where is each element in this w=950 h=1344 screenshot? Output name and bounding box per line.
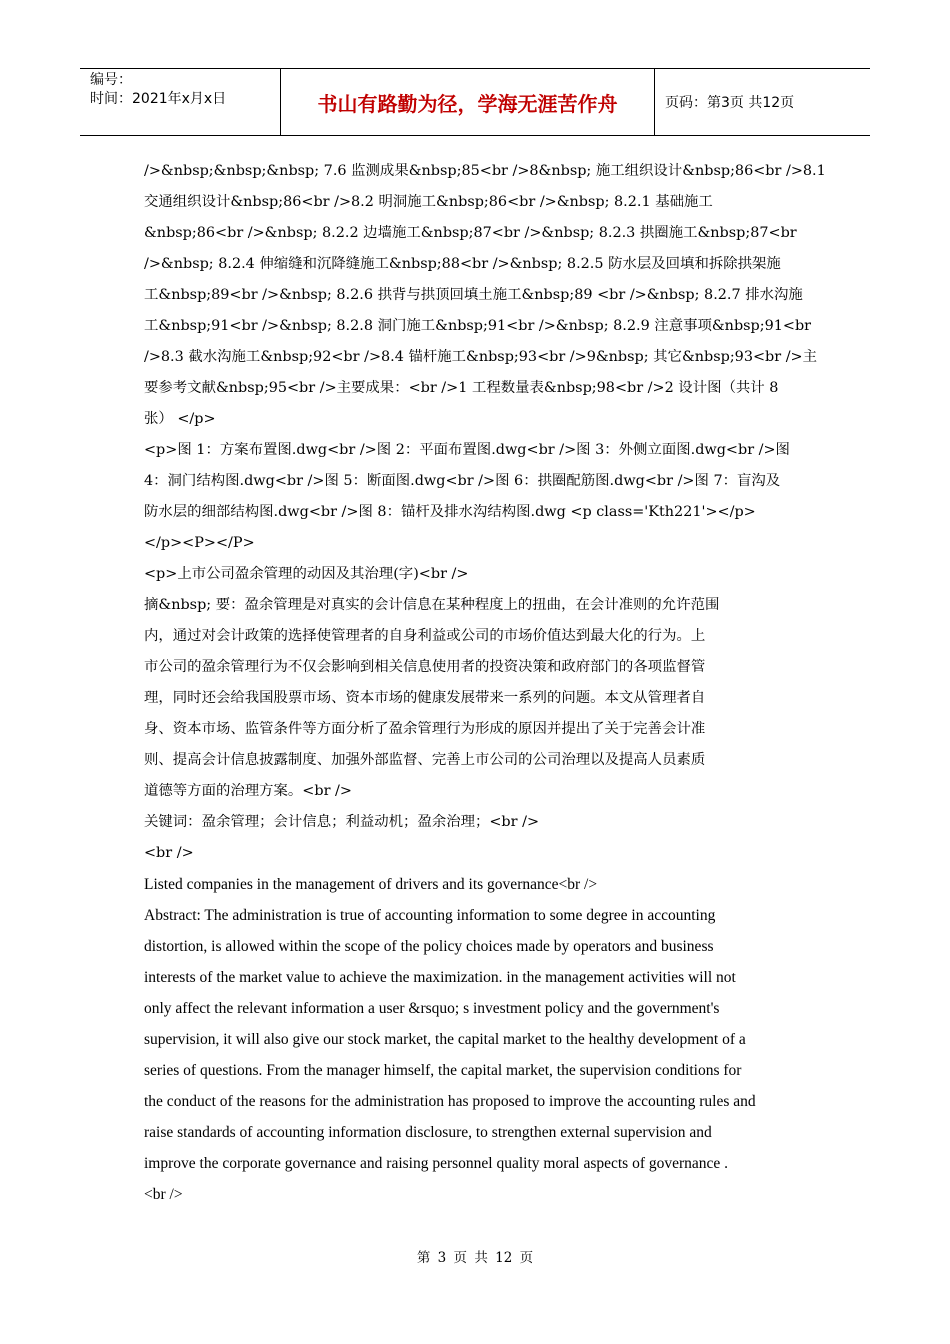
body-line: 道德等方面的治理方案。<br /> [144, 783, 352, 799]
english-line: interests of the market value to achieve the maximization. in the management activities will not [144, 969, 736, 986]
body-line: 要参考文献&nbsp;95<br />主要成果：<br />1 工程数量表&nbsp;98<br />2 设计图（共计 8 [144, 380, 779, 396]
body-line: 身、资本市场、监管条件等方面分析了盈余管理行为形成的原因并提出了关于完善会计准 [144, 721, 706, 737]
english-line: only affect the relevant information a user &rsquo; s investment policy and the government's [144, 1000, 720, 1017]
english-line: improve the corporate governance and raising personnel quality moral aspects of governance . [144, 1155, 729, 1172]
body-line: <br /> [144, 845, 194, 861]
body-line: 工&nbsp;91<br />&nbsp; 8.2.8 洞门施工&nbsp;91<br />&nbsp; 8.2.9 注意事项&nbsp;91<br [144, 318, 812, 334]
body-line: 则、提高会计信息披露制度、加强外部监督、完善上市公司的公司治理以及提高人员素质 [144, 752, 706, 768]
page-footer: 第 3 页 共 12 页 [416, 1250, 534, 1266]
body-line: 市公司的盈余管理行为不仅会影响到相关信息使用者的投资决策和政府部门的各项监督管 [144, 659, 706, 675]
body-line: <p>上市公司盈余管理的动因及其治理(字)<br /> [144, 566, 469, 582]
english-line: raise standards of accounting information disclosure, to strengthen external supervision and [144, 1124, 712, 1141]
body-line: <p>图 1：方案布置图.dwg<br />图 2：平面布置图.dwg<br />图 3：外侧立面图.dwg<br />图 [144, 442, 790, 458]
body-line: 摘&nbsp; 要：盈余管理是对真实的会计信息在某种程度上的扭曲，在会计准则的允许范围 [144, 597, 720, 613]
body-line: />&nbsp; 8.2.4 伸缩缝和沉降缝施工&nbsp;88<br />&nbsp; 8.2.5 防水层及回填和拆除拱架施 [144, 256, 781, 272]
body-line: 工&nbsp;89<br />&nbsp; 8.2.6 拱背与拱顶回填土施工&nbsp;89 <br />&nbsp; 8.2.7 排水沟施 [144, 287, 803, 303]
english-line: distortion, is allowed within the scope of the policy choices made by operators and business [144, 938, 714, 955]
english-line: <br /> [144, 1186, 183, 1203]
english-line: the conduct of the reasons for the administration has proposed to improve the accounting rules and [144, 1093, 756, 1110]
english-line: Listed companies in the management of drivers and its governance<br /> [144, 876, 598, 893]
body-line: />&nbsp;&nbsp;&nbsp; 7.6 监测成果&nbsp;85<br />8&nbsp; 施工组织设计&nbsp;86<br />8.1 [144, 163, 826, 179]
body-line: 关键词：盈余管理；会计信息；利益动机；盈余治理；<br /> [144, 814, 540, 830]
header-meta [80, 69, 281, 135]
body-line: 交通组织设计&nbsp;86<br />8.2 明洞施工&nbsp;86<br />&nbsp; 8.2.1 基础施工 [144, 194, 713, 210]
body-line: &nbsp;86<br />&nbsp; 8.2.2 边墙施工&nbsp;87<br />&nbsp; 8.2.3 拱圈施工&nbsp;87<br [144, 225, 797, 241]
page-header [80, 68, 870, 136]
body-line: />8.3 截水沟施工&nbsp;92<br />8.4 锚杆施工&nbsp;93<br />9&nbsp; 其它&nbsp;93<br />主 [144, 349, 818, 365]
body-line: 防水层的细部结构图.dwg<br />图 8：锚杆及排水沟结构图.dwg <p class='Kth221'></p> [144, 504, 756, 520]
code-label: 编号： [90, 72, 132, 88]
header-motto: 书山有路勤为径，学海无涯苦作舟 [281, 69, 655, 135]
body-line: 理，同时还会给我国股票市场、资本市场的健康发展带来一系列的问题。本文从管理者自 [144, 690, 706, 706]
english-line: supervision, it will also give our stock market, the capital market to the healthy development of a [144, 1031, 746, 1048]
body-line: </p><P></P> [144, 535, 255, 551]
english-line: Abstract: The administration is true of accounting information to some degree in accounting [144, 907, 716, 924]
english-line: series of questions. From the manager himself, the capital market, the supervision conditions for [144, 1062, 742, 1079]
document-body [144, 156, 826, 1210]
body-line: 张） </p> [144, 411, 216, 427]
body-line: 内，通过对会计政策的选择使管理者的自身利益或公司的市场价值达到最大化的行为。上 [144, 628, 706, 644]
body-line: 4：洞门结构图.dwg<br />图 5：断面图.dwg<br />图 6：拱圈配筋图.dwg<br />图 7：盲沟及 [144, 473, 781, 489]
header-page-info: 页码：第3页 共12页 [665, 95, 795, 111]
time-label: 时间：2021年x月x日 [90, 91, 227, 107]
